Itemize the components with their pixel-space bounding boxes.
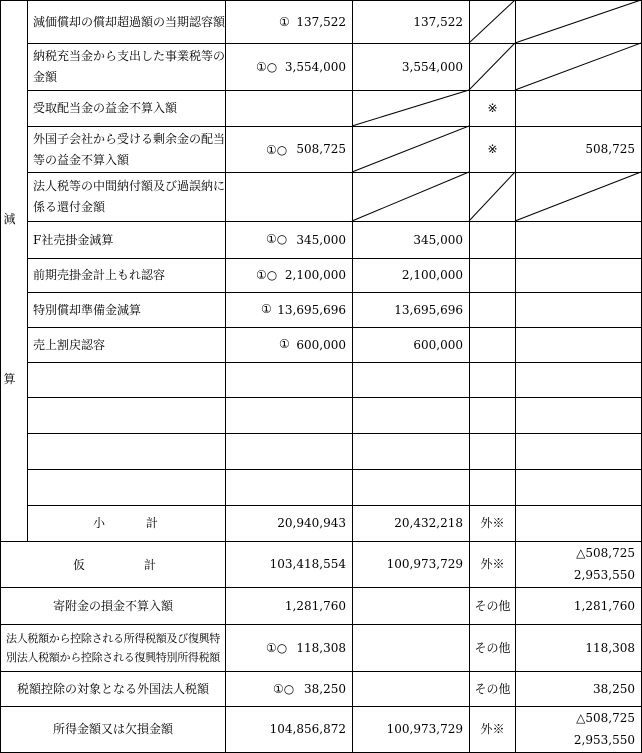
withholding-outflow: 118,308 [585,640,635,655]
row-retained: 345,000 [413,232,463,247]
provisional-outflow-1: △508,725 [576,546,635,560]
row-label: F社売掛金減算 [33,232,114,247]
row-outflow: 508,725 [585,142,635,156]
row-label: 売上割戻認容 [33,337,106,352]
provisional-label-left: 仮 [73,558,86,572]
row-retained: 2,100,000 [401,268,463,282]
row-label: 納税充当金から支出した事業税等の 金額 [33,49,226,84]
provisional-type: 外※ [480,557,505,571]
withholding-total: 118,308 [296,640,346,655]
subtotal-label-left: 小 [93,516,106,530]
row-total: 508,725 [296,142,346,156]
row-total: 13,695,696 [277,302,346,317]
foreign-tax-outflow: 38,250 [593,681,635,696]
row-label: 法人税等の中間納付額及び過誤納に 係る還付金額 [33,179,226,214]
subtotal-type: 外※ [480,516,505,530]
provisional-total: 103,418,554 [269,557,346,571]
row-total: 3,554,000 [284,59,346,74]
donation-type: その他 [474,598,511,613]
subtotal-label-right: 計 [146,516,159,530]
row-marks: ①○ [256,268,278,282]
donation-outflow: 1,281,760 [573,598,635,613]
row-type: ※ [487,101,498,115]
row-total: 2,100,000 [284,268,346,282]
row-marks: ① [261,302,272,316]
donation-label: 寄附金の損金不算入額 [52,598,173,613]
row-marks: ①○ [256,60,278,74]
side-label-bottom: 算 [3,372,16,386]
row-label: 受取配当金の益金不算入額 [33,101,178,115]
income-outflow-2: 2,953,550 [573,733,635,747]
row-marks: ① [279,337,290,351]
foreign-tax-type: その他 [474,681,511,696]
income-label: 所得金額又は欠損金額 [52,722,173,736]
side-label-top: 減 [3,212,16,226]
subtotal-total: 20,940,943 [277,516,346,530]
row-total: 345,000 [296,232,346,247]
withholding-marks: ①○ [266,641,288,655]
row-marks: ①○ [266,232,288,246]
row-marks: ① [279,15,290,29]
income-retained: 100,973,729 [386,722,463,736]
row-label: 外国子会社から受ける剰余金の配当 等の益金不算入額 [33,131,226,167]
income-outflow-1: △508,725 [576,711,635,725]
withholding-label: 法人税額から控除される所得税額及び復興特 別法人税額から控除される復興特別所得税額 [6,632,220,664]
provisional-outflow-2: 2,953,550 [573,568,635,582]
row-label: 前期売掛金計上もれ認容 [33,268,166,282]
row-type: ※ [487,142,498,156]
foreign-tax-total: 38,250 [304,681,346,696]
row-marks: ①○ [266,143,288,157]
subtotal-retained: 20,432,218 [394,516,463,530]
row-retained: 13,695,696 [394,302,463,317]
row-label: 特別償却準備金減算 [33,302,142,317]
foreign-tax-label: 税額控除の対象となる外国法人税額 [16,681,209,696]
provisional-label-right: 計 [144,558,157,572]
row-retained: 600,000 [413,337,463,352]
row-retained: 3,554,000 [401,59,463,74]
provisional-retained: 100,973,729 [386,557,463,571]
income-total: 104,856,872 [269,722,346,736]
row-total: 137,522 [296,14,346,29]
foreign-tax-marks: ①○ [273,682,295,696]
row-label: 減価償却の償却超過額の当期認容額 [33,14,226,29]
row-retained: 137,522 [413,14,463,29]
donation-total: 1,281,760 [284,598,346,613]
income-type: 外※ [480,722,505,736]
withholding-type: その他 [474,640,511,655]
row-total: 600,000 [296,337,346,352]
